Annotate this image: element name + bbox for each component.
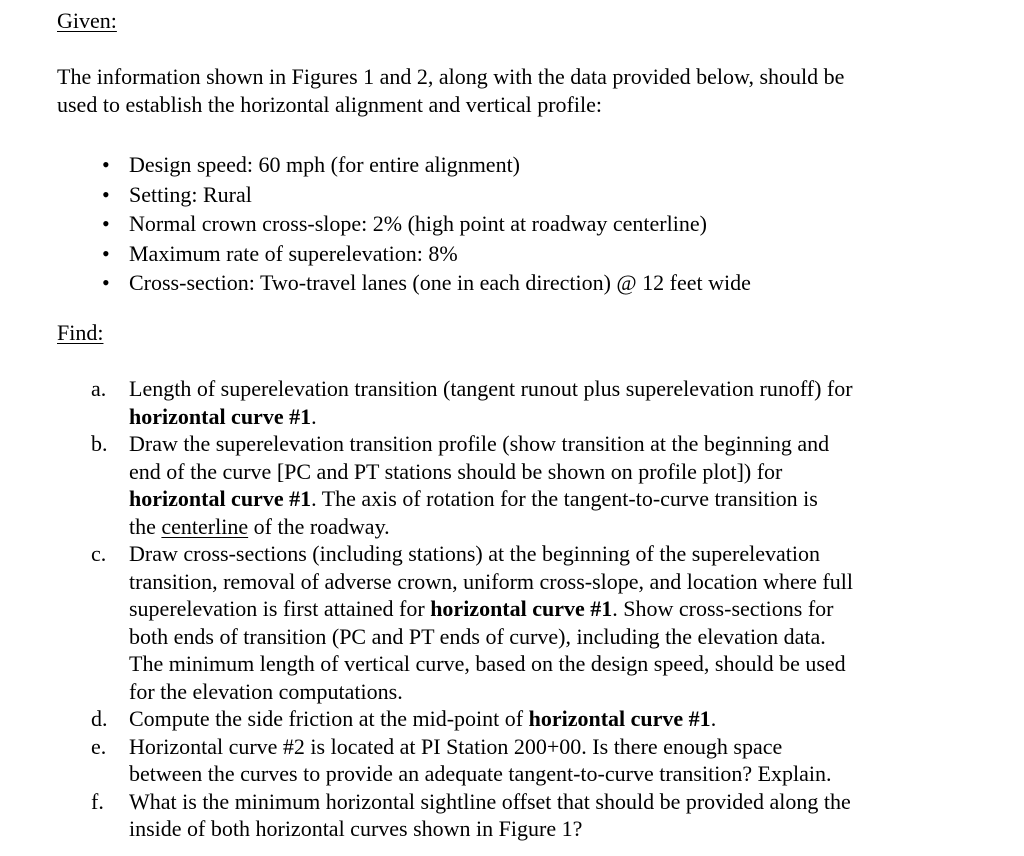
- item-letter: b.: [91, 431, 108, 456]
- text-segment: Compute the side friction at the mid-point of: [129, 706, 529, 731]
- item-letter: a.: [91, 376, 107, 401]
- item-line: Horizontal curve #2 is located at PI Station 200+00. Is there enough space: [129, 733, 783, 759]
- bold-text: horizontal curve #1: [430, 596, 613, 621]
- item-line: [129, 705, 971, 733]
- item-line: [129, 513, 971, 541]
- item-line: The minimum length of vertical curve, based on the design speed, should be used: [129, 651, 846, 676]
- bold-text: horizontal curve #1: [528, 706, 711, 731]
- find-item-f: [91, 788, 971, 843]
- find-item-d: [91, 705, 971, 733]
- bold-text: horizontal curve #1: [129, 486, 312, 511]
- bullet-item-superelevation: [98, 239, 751, 269]
- text-segment: .: [710, 706, 717, 731]
- underlined-text: centerline: [161, 513, 249, 539]
- item-letter: c.: [91, 541, 107, 566]
- item-line: for the elevation computations.: [129, 678, 403, 704]
- text-segment: . Show cross-sections for: [612, 596, 834, 621]
- item-line: [129, 403, 971, 431]
- item-letter: e.: [91, 733, 107, 759]
- find-item-e: [91, 733, 971, 788]
- item-line: What is the minimum horizontal sightline offset that should be provided along the: [129, 788, 851, 814]
- item-line: transition, removal of adverse crown, uniform cross-slope, and location where full: [129, 568, 853, 594]
- bullet-item-design-speed: [98, 150, 751, 180]
- bullet-dot-icon: •: [102, 270, 110, 295]
- text-segment: of the roadway.: [248, 513, 390, 539]
- bullet-text: Normal crown cross-slope: 2% (high point at roadway centerline): [129, 211, 707, 236]
- item-letter: d.: [91, 706, 108, 731]
- item-letter: f.: [91, 788, 104, 814]
- text-segment: . The axis of rotation for the tangent-to-curve transition is: [311, 486, 818, 511]
- item-line: [129, 485, 971, 513]
- find-item-b: [91, 430, 971, 540]
- item-line: Draw cross-sections (including stations) at the beginning of the superelevation: [129, 541, 820, 566]
- bullet-dot-icon: •: [102, 240, 110, 266]
- text-segment: .: [311, 403, 317, 429]
- find-item-c: [91, 540, 971, 705]
- item-line: end of the curve [PC and PT stations should be shown on profile plot]) for: [129, 458, 783, 484]
- bullet-dot-icon: •: [102, 211, 110, 236]
- given-bullet-list: [98, 150, 751, 298]
- bullet-text: Maximum rate of superelevation: 8%: [129, 240, 458, 266]
- item-line: [129, 595, 971, 623]
- given-intro-line-2: used to establish the horizontal alignment and vertical profile:: [57, 92, 602, 117]
- item-line: Length of superelevation transition (tangent runout plus superelevation runoff) for: [129, 376, 853, 401]
- bullet-text: Cross-section: Two-travel lanes (one in each direction) @ 12 feet wide: [129, 270, 751, 295]
- item-line: Draw the superelevation transition profile (show transition at the beginning and: [129, 431, 830, 456]
- bullet-text: Setting: Rural: [129, 181, 252, 207]
- given-heading: Given:: [57, 8, 117, 33]
- find-item-a: [91, 375, 971, 430]
- given-intro-line-1: The information shown in Figures 1 and 2, along with the data provided below, should be: [57, 64, 845, 89]
- text-segment: the: [129, 513, 162, 539]
- item-line: both ends of transition (PC and PT ends of curve), including the elevation data.: [129, 623, 826, 649]
- bullet-item-cross-section: [98, 268, 751, 298]
- item-line: inside of both horizontal curves shown in Figure 1?: [129, 816, 583, 841]
- text-segment: superelevation is first attained for: [129, 596, 431, 621]
- given-intro: [57, 63, 977, 119]
- bullet-dot-icon: •: [102, 152, 110, 177]
- bullet-item-cross-slope: [98, 209, 751, 239]
- bold-text: horizontal curve #1: [129, 403, 312, 429]
- find-list: [91, 375, 971, 843]
- item-line: between the curves to provide an adequate tangent-to-curve transition? Explain.: [129, 761, 832, 786]
- bullet-text: Design speed: 60 mph (for entire alignment): [129, 152, 521, 177]
- bullet-dot-icon: •: [102, 181, 110, 207]
- bullet-item-setting: [98, 180, 751, 210]
- find-heading: Find:: [57, 320, 104, 345]
